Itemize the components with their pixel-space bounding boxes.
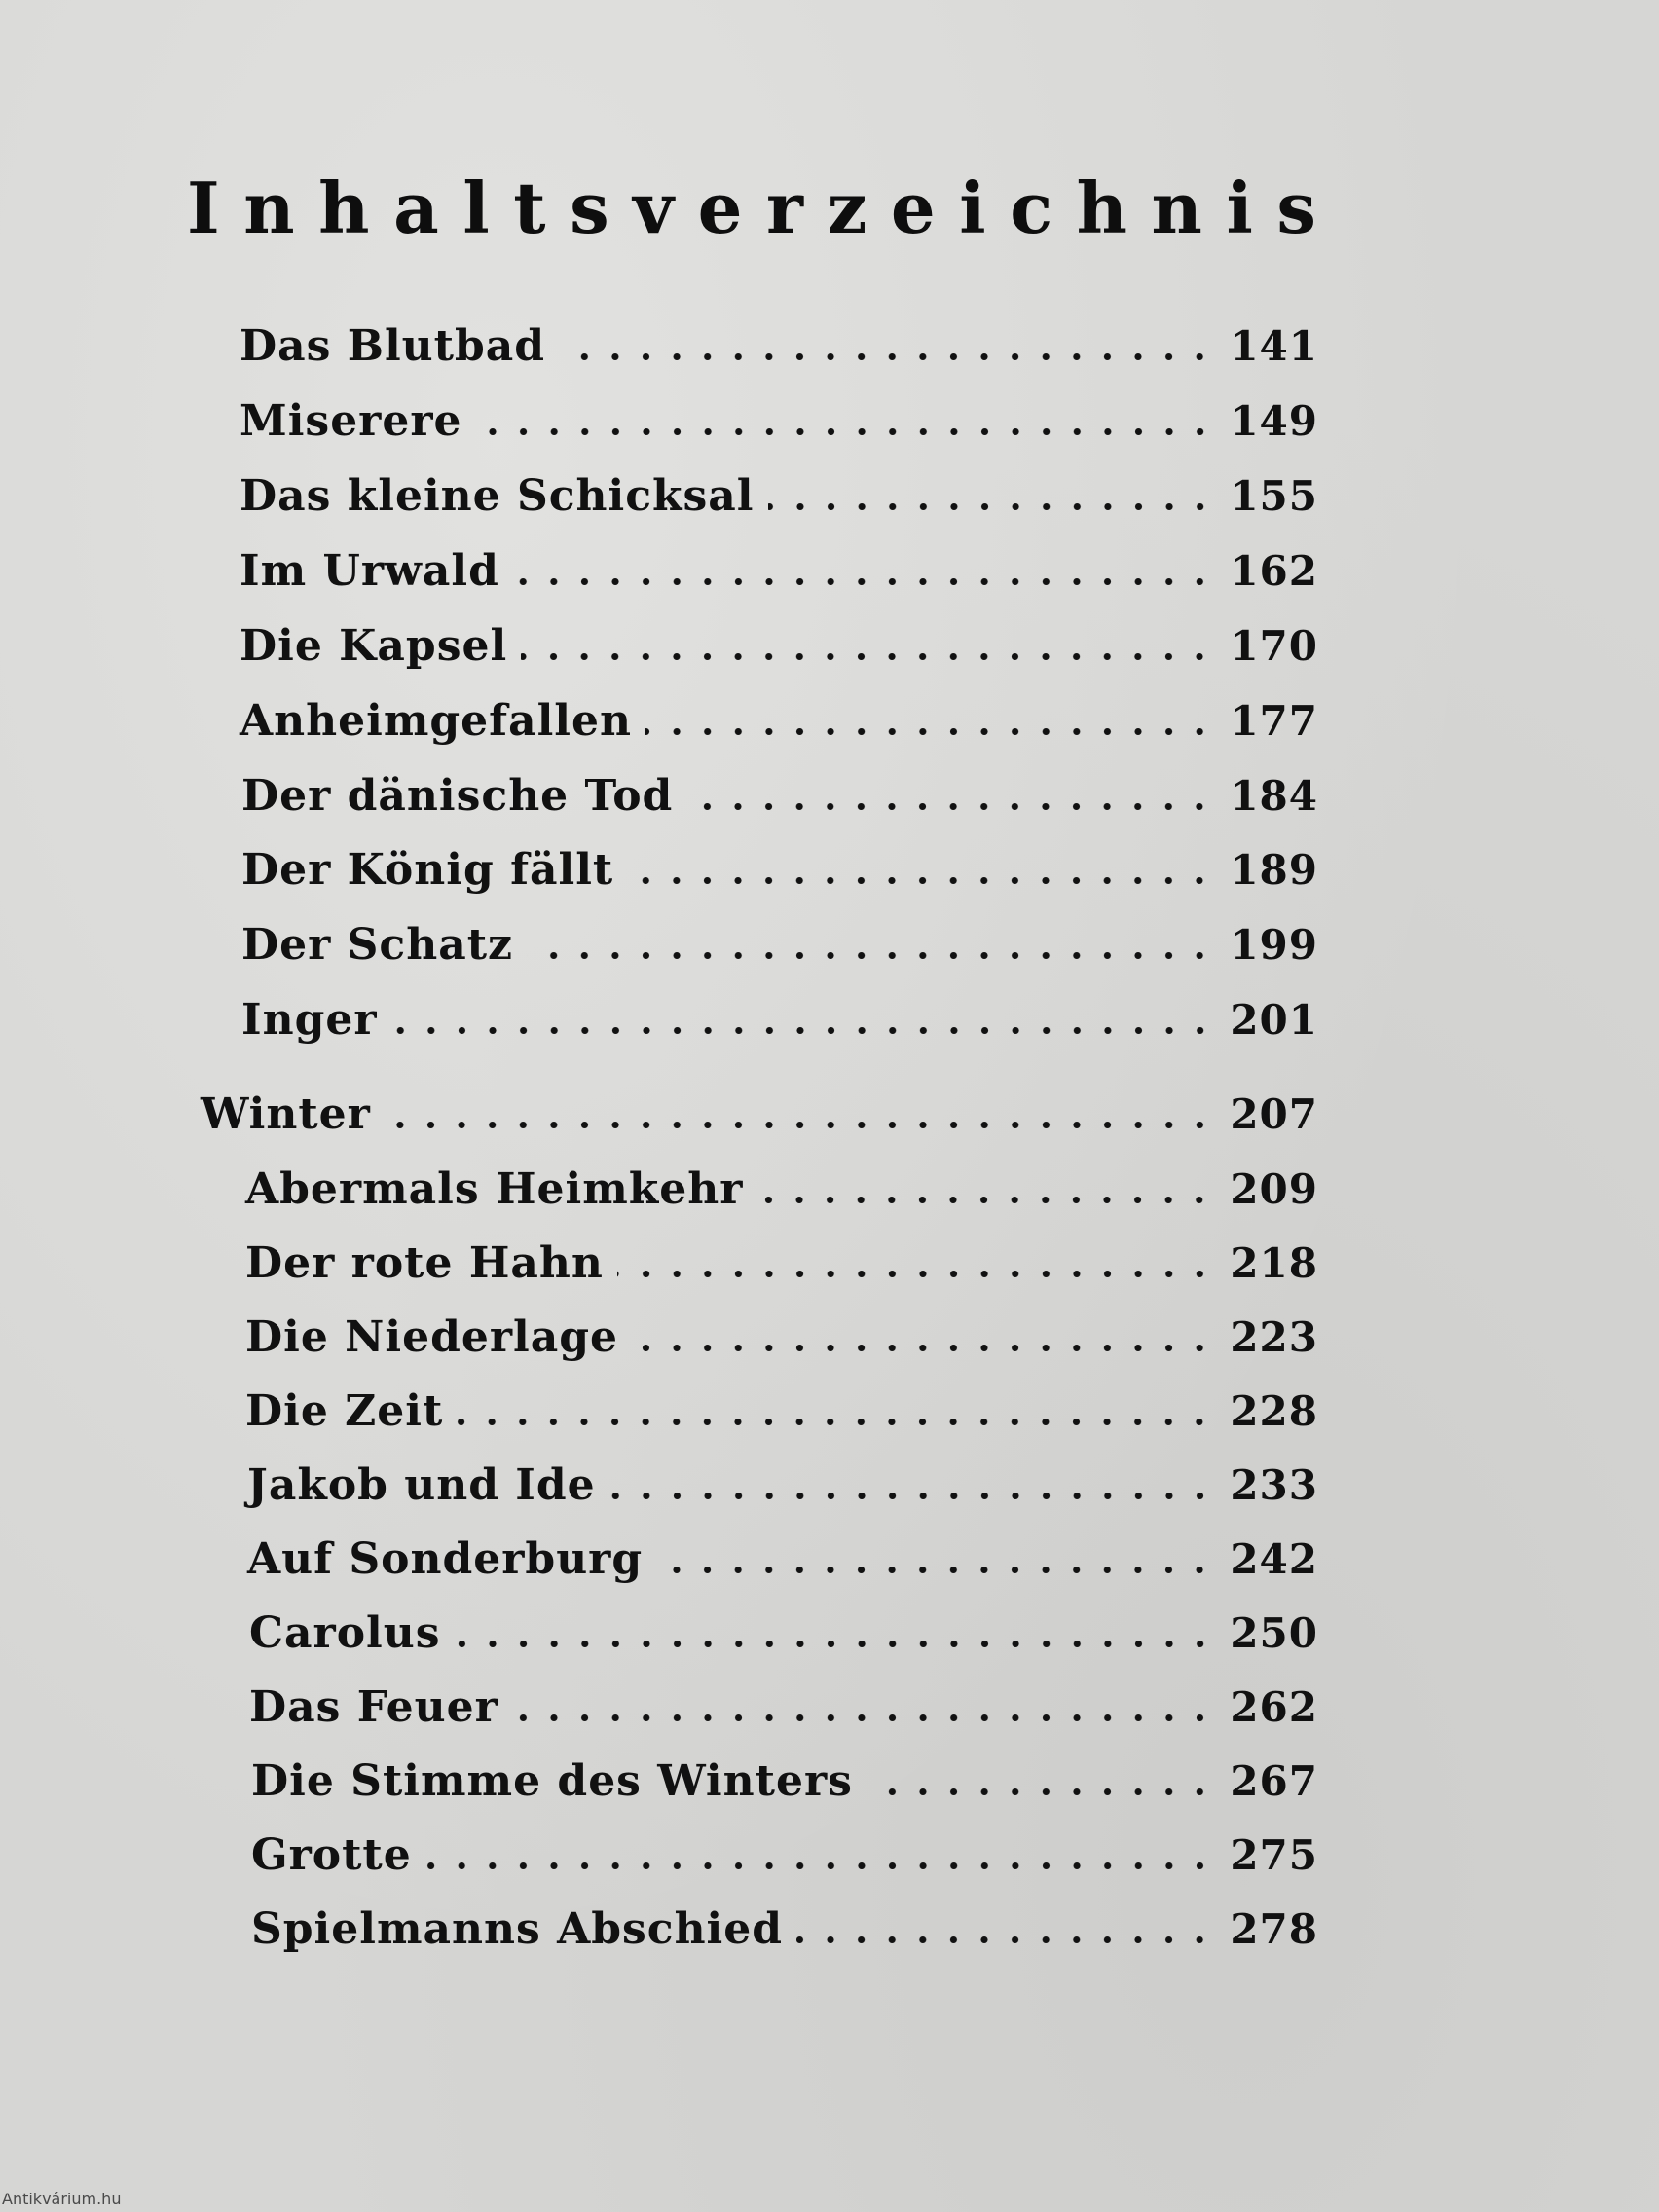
- toc-entry-page: 262: [1230, 1683, 1318, 1731]
- dot-leader: [476, 392, 1225, 451]
- dot-leader: [656, 1530, 1225, 1589]
- toc-entry[interactable]: [245, 1382, 1318, 1441]
- dot-leader: [756, 1161, 1225, 1219]
- toc-entry-title: Carolus: [249, 1608, 441, 1658]
- toc-entry[interactable]: [245, 1309, 1318, 1367]
- dot-leader: [521, 617, 1225, 676]
- dot-leader: [391, 991, 1225, 1050]
- toc-entry-page: 162: [1230, 547, 1318, 595]
- toc-entry-title: Die Kapsel: [240, 621, 508, 671]
- title-letter: i: [959, 166, 986, 249]
- toc-entry-page: 155: [1230, 472, 1318, 520]
- dot-leader: [686, 767, 1225, 826]
- toc-entry-page: 223: [1230, 1313, 1318, 1361]
- toc-entry-page: 250: [1230, 1609, 1318, 1657]
- toc-entry[interactable]: [241, 991, 1318, 1050]
- toc-entry-page: 275: [1230, 1831, 1318, 1879]
- toc-entry-title: Das kleine Schicksal: [240, 471, 755, 521]
- toc-entry[interactable]: [240, 692, 1318, 751]
- dot-leader: [512, 1678, 1225, 1737]
- toc-entry[interactable]: [245, 1161, 1318, 1219]
- toc-entry[interactable]: [247, 1530, 1318, 1589]
- title-letter: s: [1276, 166, 1316, 249]
- toc-entry[interactable]: [240, 467, 1318, 526]
- dot-leader: [559, 317, 1225, 376]
- toc-entry[interactable]: [245, 1235, 1318, 1293]
- title-letter: r: [765, 166, 803, 249]
- title-letter: l: [462, 166, 490, 249]
- toc-entry-title: Grotte: [251, 1830, 412, 1880]
- toc-entry-title: Die Stimme des Winters: [251, 1756, 853, 1806]
- watermark: Antikvárium.hu: [2, 2190, 122, 2208]
- toc-entry-page: 207: [1230, 1090, 1318, 1138]
- toc-entry-page: 218: [1230, 1239, 1318, 1287]
- title-letter: e: [697, 166, 743, 249]
- dot-leader: [513, 542, 1225, 601]
- dot-leader: [385, 1086, 1225, 1144]
- title-letter: n: [243, 166, 295, 249]
- toc-entry-title: Spielmanns Abschied: [251, 1904, 784, 1954]
- toc-entry-page: 170: [1230, 622, 1318, 670]
- toc-entry[interactable]: [247, 1456, 1318, 1515]
- dot-leader: [527, 916, 1225, 975]
- dot-leader: [866, 1752, 1225, 1811]
- toc-entry[interactable]: [249, 1678, 1318, 1737]
- dot-leader: [617, 1235, 1225, 1293]
- toc-entry-page: 267: [1230, 1757, 1318, 1805]
- title-letter: t: [513, 166, 546, 249]
- toc-entry-title: Der rote Hahn: [245, 1238, 604, 1288]
- toc-entry-title: Miserere: [240, 396, 462, 446]
- title-letter: c: [1010, 166, 1053, 249]
- toc-entry-title: Abermals Heimkehr: [245, 1164, 744, 1214]
- dot-leader: [632, 1309, 1225, 1367]
- title-letter: z: [827, 166, 867, 249]
- toc-entry[interactable]: [241, 767, 1318, 826]
- dot-leader: [768, 467, 1225, 526]
- toc-entry-title: Die Niederlage: [245, 1312, 619, 1362]
- title-letter: h: [1076, 166, 1127, 249]
- toc-entry-page: 228: [1230, 1387, 1318, 1435]
- title-letter: a: [393, 166, 439, 249]
- dot-leader: [455, 1604, 1225, 1663]
- title-letter: n: [1151, 166, 1202, 249]
- toc-entry-page: 209: [1230, 1165, 1318, 1213]
- toc-entry[interactable]: [249, 1604, 1318, 1663]
- title-letter: I: [187, 166, 220, 249]
- toc-entry-title: Inger: [241, 995, 378, 1045]
- title-letter: h: [318, 166, 370, 249]
- toc-entry-page: 149: [1230, 397, 1318, 445]
- toc-section-title: Winter: [201, 1089, 371, 1139]
- toc-entry-title: Der Schatz: [241, 920, 514, 970]
- toc-entry[interactable]: [251, 1900, 1318, 1959]
- toc-entry-page: 199: [1230, 921, 1318, 969]
- toc-entry[interactable]: [241, 841, 1318, 900]
- toc-entry-title: Anheimgefallen: [240, 696, 632, 746]
- toc-entry-page: 177: [1230, 697, 1318, 745]
- toc-entry[interactable]: [240, 617, 1318, 676]
- toc-entry[interactable]: [251, 1826, 1318, 1885]
- toc-entry-page: 233: [1230, 1461, 1318, 1509]
- toc-section-entry[interactable]: [201, 1086, 1318, 1144]
- toc-entry-title: Die Zeit: [245, 1386, 444, 1436]
- title-letter: i: [1226, 166, 1253, 249]
- toc-entry-page: 201: [1230, 996, 1318, 1044]
- toc-entry-page: 242: [1230, 1535, 1318, 1583]
- toc-entry-page: 184: [1230, 772, 1318, 820]
- title-letter: e: [890, 166, 936, 249]
- toc-entry-title: Auf Sonderburg: [247, 1534, 644, 1584]
- toc-entry-page: 278: [1230, 1905, 1318, 1953]
- toc-entry-title: Das Blutbad: [240, 321, 546, 371]
- dot-leader: [645, 692, 1225, 751]
- toc-entry[interactable]: [240, 317, 1318, 376]
- toc-entry[interactable]: [251, 1752, 1318, 1811]
- toc-entry-page: 141: [1230, 322, 1318, 370]
- toc-entry-title: Der dänische Tod: [241, 771, 674, 821]
- toc-entry-page: 189: [1230, 846, 1318, 894]
- dot-leader: [457, 1382, 1225, 1441]
- dot-leader: [627, 841, 1225, 900]
- title-letter: v: [633, 166, 675, 249]
- toc-entry-title: Im Urwald: [240, 546, 499, 596]
- toc-entry-title: Der König fällt: [241, 845, 614, 895]
- dot-leader: [425, 1826, 1225, 1885]
- toc-entry[interactable]: [241, 916, 1318, 975]
- title-letter: s: [570, 166, 609, 249]
- toc-entry[interactable]: [240, 392, 1318, 451]
- dot-leader: [609, 1456, 1225, 1515]
- dot-leader: [796, 1900, 1225, 1959]
- toc-entry-title: Jakob und Ide: [247, 1460, 596, 1510]
- toc-entry[interactable]: [240, 542, 1318, 601]
- toc-entry-title: Das Feuer: [249, 1682, 498, 1732]
